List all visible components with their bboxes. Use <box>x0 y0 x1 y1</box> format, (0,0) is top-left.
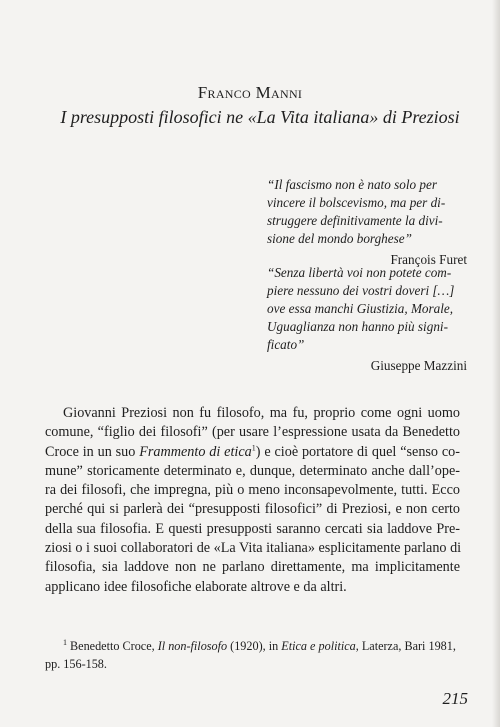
body-line: ra dei filosofi, che impregna, più o meno inconsapevolmente, tutti. Ecco <box>45 482 460 499</box>
epigraph-line: ove essa manchi Giustizia, Morale, <box>267 301 454 316</box>
page-edge-shadow <box>492 0 500 727</box>
work-title: Etica e politica <box>281 639 356 653</box>
epigraph-mazzini <box>267 264 467 375</box>
author-last-name: Manni <box>255 83 303 102</box>
body-line: Giovanni Preziosi non fu filosofo, ma fu, proprio come ogni uomo <box>63 405 460 421</box>
epigraph-line: vincere il bolscevismo, ma per di- <box>267 195 446 210</box>
body-line: ziosi o i suoi collaboratori de «La Vita italiana» esplicitamente parlano di <box>45 540 462 557</box>
epigraph-line: Uguaglianza non hanno più signi- <box>267 319 448 334</box>
article-author <box>0 83 500 103</box>
footnote-ref: 1 <box>251 442 256 452</box>
work-title: Il non-filosofo <box>157 639 228 653</box>
epigraph-line: “Senza libertà voi non potete com- <box>267 265 452 280</box>
epigraph-line: “Il fascismo non è nato solo per <box>267 177 437 192</box>
epigraph-line: sione del mondo borghese” <box>267 231 412 246</box>
footnote-line: pp. 156-158. <box>45 657 107 671</box>
body-line: mune” storicamente determinato e, dunque, determinato anche dall’ope- <box>45 462 460 479</box>
body-line: comune, “figlio dei filosofi” (per usare l’espressione usata da Benedetto <box>45 424 460 441</box>
epigraph-furet <box>267 176 467 269</box>
epigraph-line: piere nessuno dei vostri doveri […] <box>267 283 455 298</box>
author-first-name: Franco <box>197 83 252 102</box>
footnote <box>45 637 460 673</box>
footnote-line: $^1$ Benedetto Croce, Il non-filosofo (1920), in Etica e politica, Laterza, Bari 1981, <box>63 637 456 653</box>
epigraph-attribution: Giuseppe Mazzini <box>370 358 467 373</box>
article-title: I presupposti filosofici ne «La Vita italiana» di Preziosi <box>60 107 460 127</box>
page-number: 215 <box>442 689 468 708</box>
work-title: Frammento di etica <box>139 443 252 460</box>
body-line: perché qui si parlerà dei “presupposti filosofici” di Preziosi, e non certo <box>45 501 460 518</box>
footnote-number: 1 <box>63 637 67 647</box>
body-line: della sua filosofia. E questi presupposti saranno cercati sia laddove Pre- <box>45 520 460 537</box>
body-line: applicano idee filosofiche elaborate altrove e da altri. <box>45 578 347 595</box>
epigraph-line: ficato” <box>267 337 305 352</box>
body-paragraph <box>45 404 460 597</box>
body-line: filosofia, sia laddove non ne parlano direttamente, ma implicitamente <box>45 559 460 576</box>
epigraph-line: struggere definitivamente la divi- <box>267 213 443 228</box>
epigraph-attribution: François Furet <box>390 252 467 267</box>
body-line: Croce in un suo Frammento di etica$^1$) e cioè portatore di quel “senso co- <box>45 442 460 460</box>
